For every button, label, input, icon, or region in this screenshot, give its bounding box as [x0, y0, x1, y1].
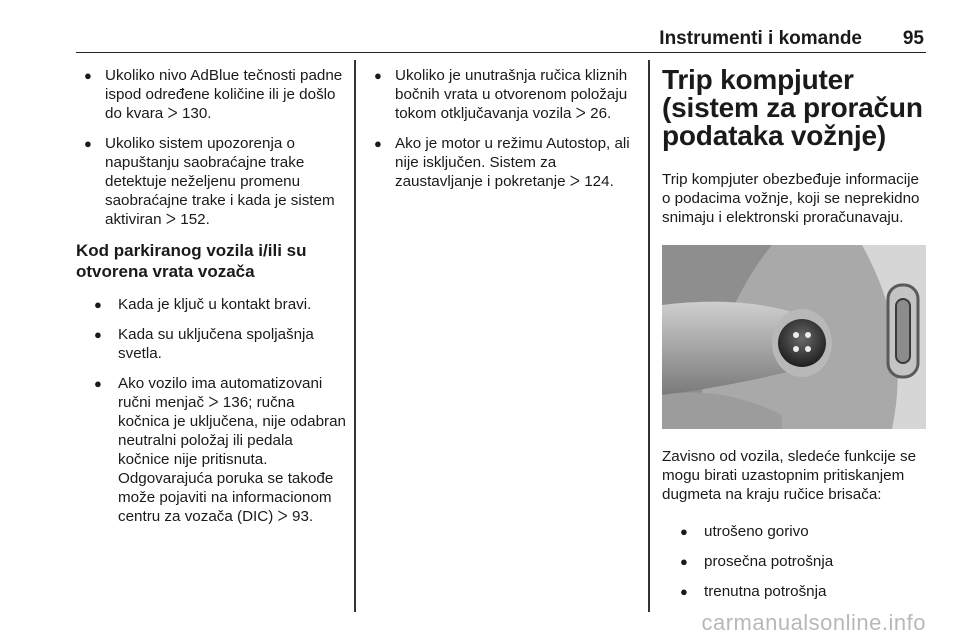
list-item: ● Ukoliko je unutrašnja ručica kliznih bočnih vrata u otvorenom položaju tokom otključavanja vozila ᐳ 26.	[366, 66, 638, 123]
page-ref-icon: ᐳ	[277, 508, 288, 524]
intro-paragraph: Trip kompjuter obezbeđuje informacije o podacima vožnje, koji se neprekidno snimaju i elektronski proračunavaju.	[662, 171, 920, 226]
page-ref: 130.	[181, 105, 212, 122]
page-ref-icon: ᐳ	[165, 211, 177, 227]
bullet-list	[76, 66, 346, 229]
section-title: Instrumenti i komande	[659, 28, 862, 49]
page-ref: 124.	[584, 173, 614, 190]
functions-paragraph: Zavisno od vozila, sledeće funkcije se mogu birati uzastopnim pritiskanjem dugmeta na kraju ručice brisača:	[662, 448, 917, 503]
column-divider	[648, 60, 650, 612]
bullet-list	[366, 66, 638, 191]
list-item: ● Ako je motor u režimu Autostop, ali nije isključen. Sistem za zaustavljanje i pokretanje ᐳ 124.	[366, 134, 638, 191]
list-item: ● Ukoliko sistem upozorenja o napuštanju saobraćajne trake detektuje neželjenu promenu saobraćajne trake i kada je sistem aktiviran ᐳ 152.	[76, 134, 346, 229]
wiper-stalk-photo	[662, 245, 926, 429]
function-list	[662, 522, 930, 601]
subheading: Kod parkiranog vozila i/ili su otvorena vrata vozača	[76, 241, 307, 281]
list-item: ● trenutna potrošnja	[662, 582, 930, 601]
column-1	[76, 66, 346, 537]
list-item: ● Kada su uključena spoljašnja svetla.	[76, 325, 346, 363]
page-ref: 26.	[590, 105, 612, 122]
section-heading: Trip kompjuter (sistem za proračun podataka vožnje)	[662, 64, 923, 151]
page-ref-icon: ᐳ	[167, 105, 178, 121]
list-item: ● Ako vozilo ima automatizovani ručni menjač ᐳ 136; ručna kočnica je uključena, nije odabran neutralni položaj ili pedala kočnice nije pritisnuta. Odgovarajuća poruka se takođe može pojaviti na informacionom centru za vozača (DIC) ᐳ 93.	[76, 374, 346, 526]
list-item: ● utrošeno gorivo	[662, 522, 930, 541]
page-header	[76, 26, 926, 53]
list-item: ● prosečna potrošnja	[662, 552, 930, 571]
page-ref-icon: ᐳ	[575, 105, 586, 121]
bullet-list	[76, 295, 346, 526]
page-ref-icon: ᐳ	[208, 394, 219, 410]
page-ref: 152.	[180, 211, 210, 228]
list-item: ● Kada je ključ u kontakt bravi.	[76, 295, 346, 314]
column-2	[366, 66, 638, 202]
watermark: carmanualsonline.info	[701, 610, 926, 635]
column-divider	[354, 60, 356, 612]
wiper-stalk-illustration	[662, 245, 926, 429]
page-ref-icon: ᐳ	[569, 173, 580, 189]
column-3	[662, 66, 930, 612]
page-number: 95	[902, 28, 924, 49]
list-item: ● Ukoliko nivo AdBlue tečnosti padne ispod određene količine ili je došlo do kvara ᐳ 130.	[76, 66, 346, 123]
